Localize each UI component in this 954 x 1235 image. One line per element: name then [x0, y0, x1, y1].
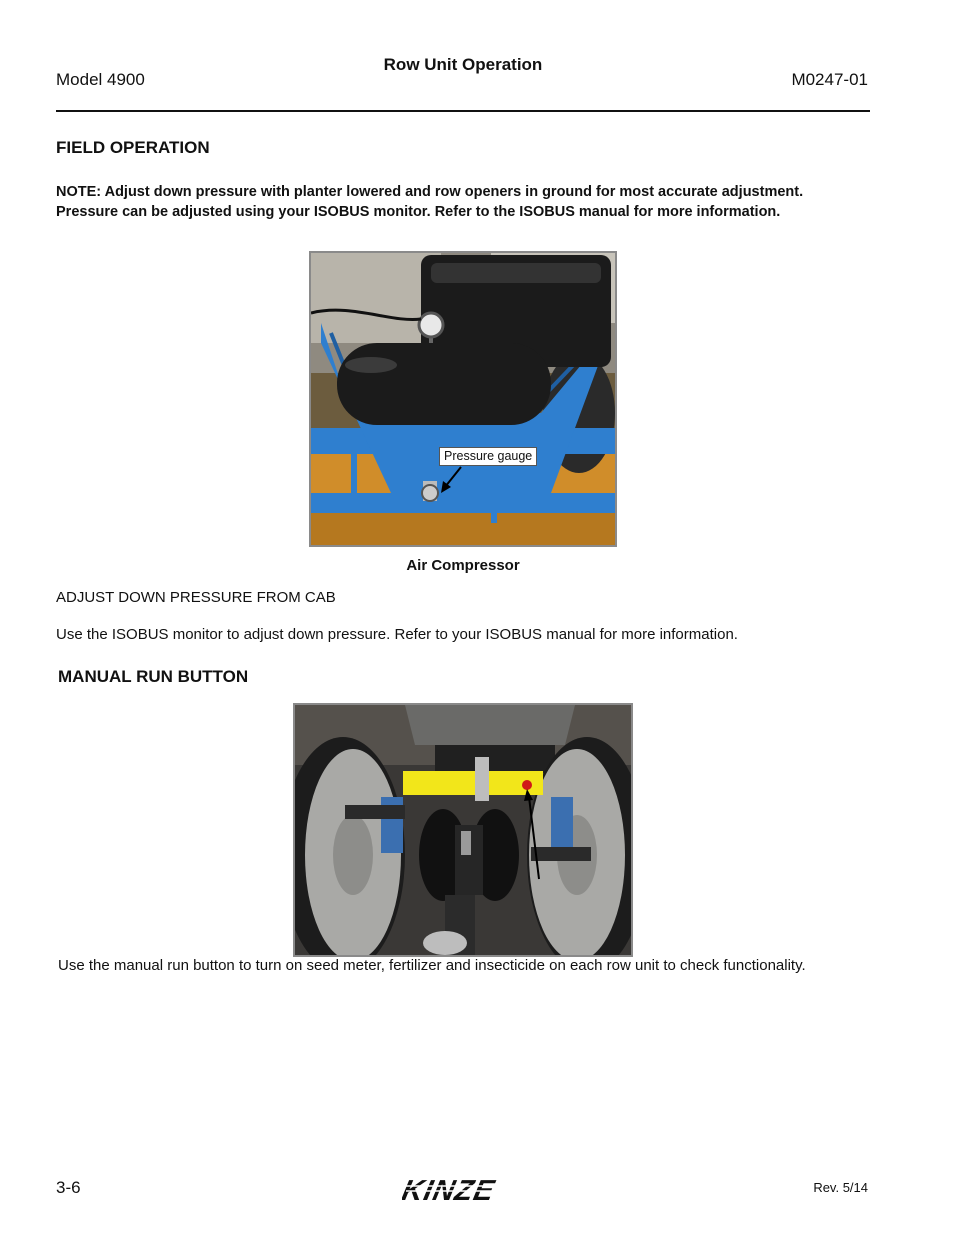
kinze-logo-mark: [402, 1174, 526, 1206]
field-operation-note: [56, 182, 896, 222]
air-compressor-photo: [309, 251, 617, 547]
adjust-down-pressure-paragraph: Use the ISOBUS monitor to adjust down pressure. Refer to your ISOBUS manual for more information.: [56, 626, 738, 643]
revision-date: Rev. 5/14: [813, 1180, 868, 1195]
note-line-2: Pressure can be adjusted using your ISOBUS monitor. Refer to the ISOBUS manual for more information.: [56, 204, 781, 220]
air-compressor-caption: Air Compressor: [406, 557, 520, 574]
note-line-1: NOTE: Adjust down pressure with planter lowered and row openers in ground for most accurate adjustment.: [56, 184, 804, 200]
header-title: Row Unit Operation: [383, 55, 543, 74]
manual-run-paragraph: Use the manual run button to turn on seed meter, fertilizer and insecticide on each row unit to check functionality.: [58, 957, 806, 974]
field-operation-heading: FIELD OPERATION: [56, 138, 210, 157]
manual-run-heading: MANUAL RUN BUTTON: [58, 667, 249, 686]
pressure-gauge-callout: Pressure gauge: [439, 447, 537, 466]
air-compressor-illustration: [311, 253, 615, 545]
adjust-down-pressure-subheading: ADJUST DOWN PRESSURE FROM CAB: [56, 589, 336, 606]
kinze-logo: [402, 1174, 526, 1211]
page-number: 3-6: [56, 1178, 81, 1197]
kinze-logo-text: KINZE: [402, 1174, 498, 1206]
header-model: Model 4900: [56, 70, 145, 89]
header-rule: [56, 110, 870, 112]
header-doc-number: M0247-01: [791, 70, 868, 89]
manual-run-button-photo: [293, 703, 633, 957]
manual-run-button-illustration: [295, 705, 631, 955]
